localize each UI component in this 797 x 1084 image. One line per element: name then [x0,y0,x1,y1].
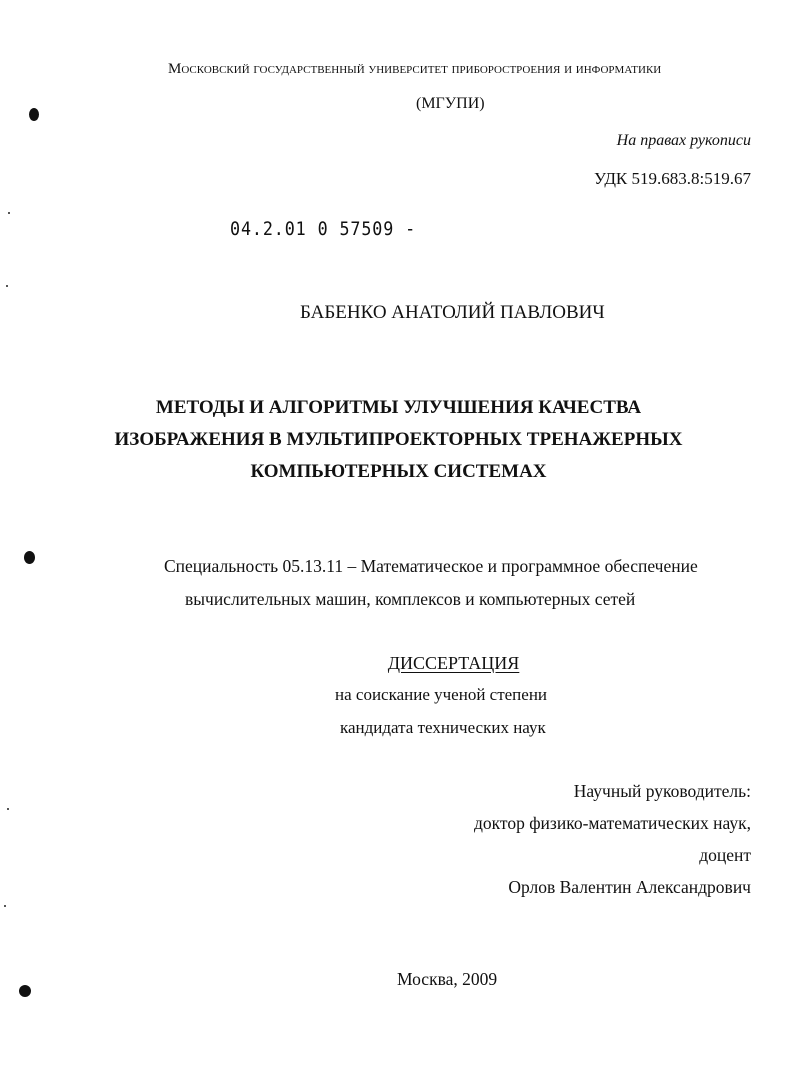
supervisor-degree: доктор физико-математических наук, [474,813,751,833]
supervisor-title: доцент [699,845,751,865]
scan-speck [4,905,6,907]
thesis-title-line: КОМПЬЮТЕРНЫХ СИСТЕМАХ [250,461,547,482]
scan-speck [7,808,9,810]
scan-speck [6,285,8,287]
scan-speck [8,212,10,214]
thesis-title-line: ИЗОБРАЖЕНИЯ В МУЛЬТИПРОЕКТОРНЫХ ТРЕНАЖЕРНЫХ [114,429,683,450]
punch-hole [24,551,35,564]
udk-code: УДК 519.683.8:519.67 [594,169,751,188]
punch-hole [19,985,31,997]
thesis-title-line: МЕТОДЫ И АЛГОРИТМЫ УЛУЧШЕНИЯ КАЧЕСТВА [155,397,642,418]
degree-line: на соискание ученой степени [335,685,548,704]
author-name: БАБЕНКО АНАТОЛИЙ ПАВЛОВИЧ [300,302,605,323]
supervisor-name: Орлов Валентин Александрович [508,877,751,897]
registration-stamp: 04.2.01 0 57509 - [230,218,417,240]
document-kind: ДИССЕРТАЦИЯ [387,653,520,673]
manuscript-rights-note: На правах рукописи [616,132,751,149]
university-name: Московский государственный университет приборостроения и информатики [168,61,662,77]
degree-line: кандидата технических наук [340,718,546,737]
university-abbreviation: (МГУПИ) [416,95,485,112]
punch-hole [29,108,39,121]
specialty-line: Специальность 05.13.11 – Математическое и программное обеспечение [164,556,698,576]
city-year: Москва, 2009 [397,969,498,989]
specialty-line: вычислительных машин, комплексов и компьютерных сетей [185,589,636,609]
supervisor-label: Научный руководитель: [573,781,751,801]
